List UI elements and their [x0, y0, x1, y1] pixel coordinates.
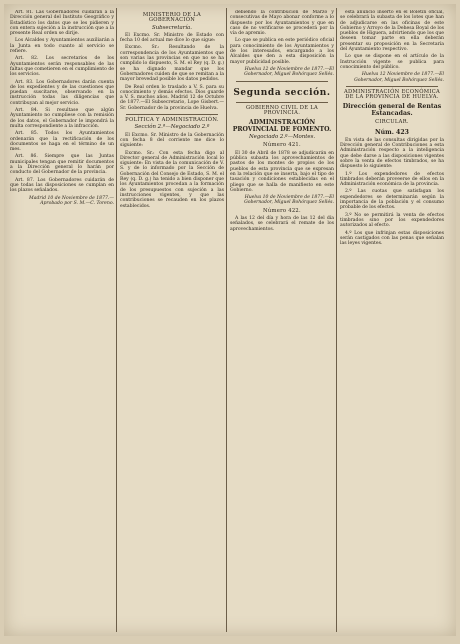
paragraph: Art. 87. Los Gobernadores cuidarán de que todas las disposiciones se cumplan en los plazos señalados. [10, 177, 114, 194]
column-rule [116, 8, 117, 632]
paragraph: 1.º Los expendedores de efectos timbrados deberán proveerse de ellos en la Administración económica de la provincia. [340, 171, 444, 188]
paragraph: El 30 de Abril de 1878 se adjudicarán en pública subasta los aprovechamientos de pastos de los montes de propios de los pueblos de esta provincia que se expresan en la relación que se inserta, bajo el tipo de tasación y condiciones establecidas en el pliego que se halla de manifiesto en este Gobierno. [230, 150, 334, 193]
section-heading: GOBIERNO CIVIL DE LA PROVINCIA. [245, 104, 319, 116]
paragraph: Excmo. Sr.: Resultando de la correspondencia de los Ayuntamientos que son varias las provincias en que no se ha cumplido lo dispuesto, S. M. el Rey (q. D. g.) se ha dignado mandar que los Gobernadores cuiden de que se remitan a la mayor brevedad posible los datos pedidos. [120, 45, 224, 83]
column-rule [336, 8, 337, 632]
paragraph: Excmo. Sr.: Con esta fecha digo al Director general de Administración local lo siguiente: En vista de la comunicación de V. S. y de lo informado por la Sección de Gobernación del Consejo de Estado, S. M. el Rey (q. D. g.) ha tenido a bien disponer que los Ayuntamientos procedan a la formación de los presupuestos con sujeción a las instrucciones vigentes, y que las contribuciones se recauden en los plazos establecidos. [120, 150, 224, 209]
paragraph: A las 12 del día y hora de las 12 del día señalados, se celebrará el remate de los aprovechamientos. [230, 216, 334, 232]
section-heading: ADMINISTRACIÓN PROVINCIAL DE FOMENTO. [232, 119, 332, 134]
section-subheading: Subsecretaría. [152, 24, 192, 31]
paragraph: Los Alcaldes y Ayuntamientos auxiliarán a la Junta en todo cuanto al servicio se refiere. [10, 38, 114, 55]
paragraph: 3.º No se permitirá la venta de efectos timbrados sino por los expendedores autorizados al efecto. [340, 212, 444, 229]
paragraph: Art. 85. Todos los Ayuntamientos ordenarán que la rectificación de los documentos se haga en el término de un mes. [10, 131, 114, 153]
paragraph: El Excmo. Sr. Ministro de la Gobernación con fecha 8 del corriente me dice lo siguiente: [120, 132, 224, 149]
signature-line: Huelva 12 Noviembre de 1877.—El Gobernador, Miguel Bohórquez Sellés. [354, 72, 444, 83]
divider [236, 102, 328, 103]
divider [126, 114, 218, 115]
signature-line: Huelva 10 de Noviembre de 1877.—El Gobernador, Miguel Bohórquez Sellés. [244, 195, 334, 206]
paragraph: Lo que se dispone en el artículo de la Instrucción vigente se publica para conocimiento del público. [340, 54, 444, 70]
paragraph: Art. 81. Las Gobernadores cuidarán a la Dirección general del Instituto Geográfico y Estadístico los datos que se les pidieren y con entera sujeción a la instrucción que a la presente Real orden se dirije. [10, 10, 114, 37]
circular-label: CIRCULAR. [375, 119, 409, 126]
notice-number: Núm. 423 [375, 128, 409, 136]
notice-number: Número 421. [263, 142, 301, 149]
divider [236, 81, 328, 82]
section-title: Segunda sección. [233, 87, 331, 98]
paragraph: Art. 82. Los secretarios de los Ayuntamientos serán responsables de las faltas que cometieren en el cumplimiento de los servicios. [10, 56, 114, 78]
column-rule [226, 8, 227, 632]
paragraph: Art. 84. Si resultase que algún Ayuntamiento no cumpliese con la remisión de los datos, el Gobernador le impondrá la multa correspondiente a la infracción. [10, 108, 114, 129]
paragraph: En vista de las consultas dirigidas por la Dirección general de Contribuciones a esta Administración respecto a la inteligencia que debe darse a las disposiciones vigentes sobre la venta de efectos timbrados, se ha dispuesto lo siguiente: [340, 137, 444, 170]
section-heading: Dirección general de Rentas Estancadas. [342, 103, 442, 118]
paragraph: De Real orden lo traslado a V. S. para su conocimiento y demás efectos. Dios guarde a V. S. muchos años. Madrid 12 de Octubre de 1877.—El Subsecretario, Lope Gisbert.—Sr. Gobernador de la provincia de Huelva. [120, 84, 224, 111]
paragraph: El Excmo. Sr. Ministro de Estado con fecha 10 del actual me dice lo que sigue: [120, 32, 224, 44]
paragraph: Art. 83. Los Gobernadores darán cuenta de los expedientes y de las cuestiones que puedan suscitarse, observando en la instrucción todas las diligencias que contribuyan al mejor servicio. [10, 79, 114, 106]
section-subheading: Sección 2.ª—Negociado 2.º [134, 124, 210, 131]
notice-number: Número 422. [263, 207, 301, 214]
column-1 [10, 10, 114, 630]
paragraph: debiendo la contribución de Marzo y consecutivas de Mayo abonar conforme a lo dispuesto por los Ayuntamientos y que en caso de no verificarse se procederá por la vía de apremio. [230, 10, 334, 37]
section-subheading: Negociado 2.º—Montes. [248, 134, 316, 141]
column-3 [230, 10, 334, 630]
section-heading: POLÍTICA Y ADMINISTRACIÓN. [125, 117, 219, 124]
column-4 [340, 10, 444, 630]
paragraph: 4.º Los que infrinjan estas disposiciones serán castigados con las penas que señalan las leyes vigentes. [340, 230, 444, 247]
section-heading: ADMINISTRACIÓN ECONÓMICA DE LA PROVINCIA DE HUELVA. [343, 88, 441, 101]
signature-line: Madrid 10 de Noviembre de 1877.—Aprobado por S. M.—C. Toreno. [29, 195, 114, 206]
column-2 [120, 10, 224, 630]
paragraph: Lo que se publica en este periódico oficial para conocimiento de los Ayuntamientos y de los interesados, encargando a los Alcaldes que den a esta disposición la mayor publicidad posible. [230, 38, 334, 65]
divider [346, 86, 438, 87]
paragraph: 2.º Las cuotas que satisfagan los expendedores se determinarán según la importancia de la población y el consumo probable de los efectos. [340, 189, 444, 211]
signature-line: Huelva 12 de Noviembre de 1877.—El Gobernador, Miguel Bohórquez Sellés. [244, 66, 334, 78]
paragraph: esta anuncio inserto en el Boletín oficial, se celebrará la subasta de los lotes que han de adjudicarse en las oficinas de este Gobierno y Arroyo de la Dehesa Boyal de los pueblos de Higuera, advirtiendo que los que deseen tomar parte en ella deberán presentar su proposición en la Secretaría del Ayuntamiento respectivo. [340, 10, 444, 53]
section-heading: MINISTERIO DE LA GOBERNACIÓN [142, 12, 202, 24]
newspaper-page [4, 4, 456, 636]
paragraph: Art. 86. Siempre que las Juntas municipales tengan que remitir documentos a la Dirección general lo harán por conducto del Gobernador de la provincia. [10, 154, 114, 176]
